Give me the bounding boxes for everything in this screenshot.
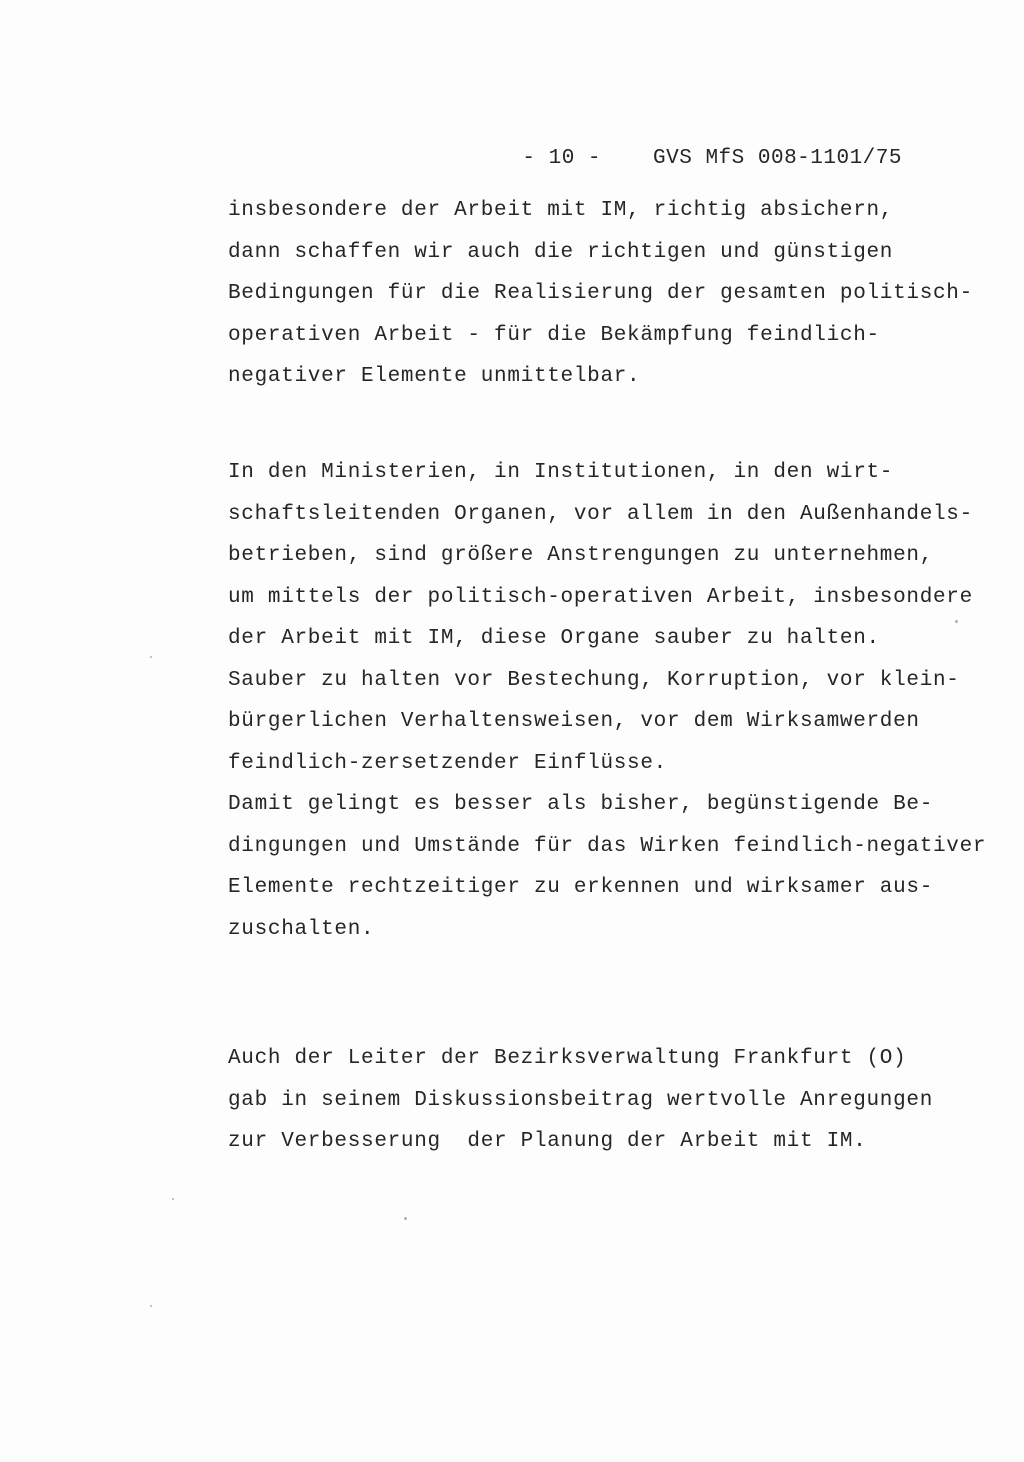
text-line: um mittels der politisch-operativen Arbeit, insbesondere — [228, 585, 973, 609]
text-line: insbesondere der Arbeit mit IM, richtig absichern, — [228, 199, 894, 222]
text-line: bürgerlichen Verhaltensweisen, vor dem Wirksamwerden — [228, 710, 920, 733]
text-line: zur Verbesserung der Planung der Arbeit mit IM. — [228, 1130, 867, 1153]
text-line: betrieben, sind größere Anstrengungen zu unternehmen, — [228, 544, 934, 567]
text-line: Sauber zu halten vor Bestechung, Korruption, vor klein- — [228, 668, 960, 692]
text-line: In den Ministerien, in Institutionen, in den wirt- — [228, 461, 894, 484]
paragraph-3 — [228, 1038, 933, 1163]
text-line: zuschalten. — [228, 917, 375, 941]
text-line: feindlich-zersetzender Einflüsse. — [228, 751, 667, 775]
text-line: Damit gelingt es besser als bisher, begünstigende Be- — [228, 793, 934, 816]
scan-speck — [172, 1198, 174, 1200]
text-line: der Arbeit mit IM, diese Organe sauber zu halten. — [228, 627, 880, 650]
text-line: Auch der Leiter der Bezirksverwaltung Frankfurt (O) — [228, 1047, 907, 1070]
text-line: Elemente rechtzeitiger zu erkennen und wirksamer aus- — [228, 876, 934, 899]
text-line: dingungen und Umstände für das Wirken feindlich-negativer — [228, 834, 987, 858]
paragraph-2 — [228, 452, 986, 950]
document-reference: GVS MfS 008-1101/75 — [653, 147, 902, 170]
text-line: dann schaffen wir auch die richtigen und günstigen — [228, 240, 894, 264]
text-line: schaftsleitenden Organen, vor allem in den Außenhandels- — [228, 502, 973, 526]
scan-speck — [955, 620, 958, 623]
text-line: operativen Arbeit - für die Bekämpfung feindlich- — [228, 323, 880, 347]
scan-speck — [404, 1217, 407, 1220]
text-line: negativer Elemente unmittelbar. — [228, 365, 641, 388]
text-line: Bedingungen für die Realisierung der gesamten politisch- — [228, 282, 973, 305]
page-number: - 10 - — [522, 147, 602, 170]
text-line: gab in seinem Diskussionsbeitrag wertvolle Anregungen — [228, 1088, 934, 1112]
scan-speck — [150, 1305, 152, 1307]
page-header — [470, 124, 902, 193]
scan-speck — [150, 656, 152, 658]
paragraph-1 — [228, 190, 973, 398]
